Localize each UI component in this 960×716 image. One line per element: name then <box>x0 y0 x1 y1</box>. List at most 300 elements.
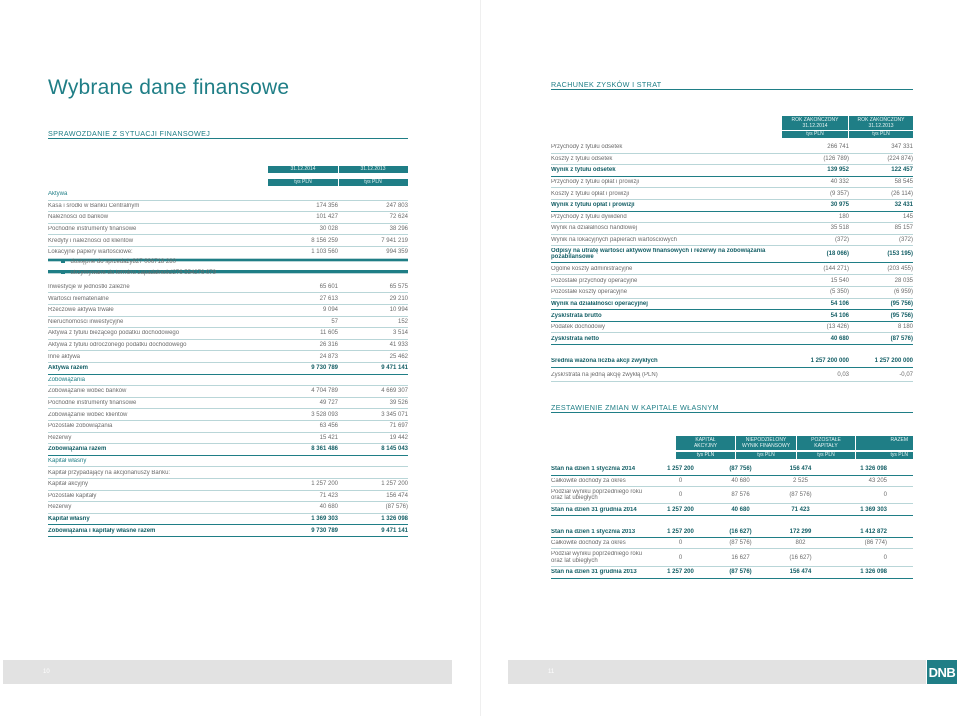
balance-row-label <box>48 528 268 534</box>
equity-row <box>551 464 913 476</box>
balance-row-value: 1 257 200 <box>381 481 408 488</box>
balance-row <box>48 201 408 213</box>
balance-row-value: 101 427 <box>316 214 338 221</box>
balance-row-label <box>48 377 268 383</box>
balance-row-value: 9 730 789 <box>311 365 338 372</box>
eps-row-value: -0,07 <box>899 372 913 379</box>
income-row-value: (5 350) <box>829 289 849 296</box>
income-col-date-2013: 31.12.2013 <box>868 123 894 130</box>
equity-row-value: 156 474 <box>789 569 812 576</box>
equity-row-value: 40 680 <box>731 477 750 484</box>
balance-row <box>48 305 408 317</box>
balance-row-value: 3 514 <box>392 330 408 337</box>
balance-row-label <box>48 446 268 452</box>
income-row-label <box>551 313 783 319</box>
equity-row-value: 1 257 200 <box>667 569 694 576</box>
balance-row-value: 9 094 <box>322 307 338 314</box>
income-row-label <box>551 324 783 330</box>
balance-header-divider <box>338 166 339 186</box>
balance-row-value: 9 471 141 <box>381 365 408 372</box>
balance-row-value: 994 359 <box>386 249 408 256</box>
income-row-value: 266 741 <box>827 144 849 151</box>
income-row-label <box>551 202 783 208</box>
left-footer-bar <box>3 660 452 684</box>
page-title: Wybrane dane finansowe <box>48 76 290 99</box>
income-row-label-text: Przychody z tytułu odsetek <box>551 144 623 151</box>
income-row-label-text: Wynik na działalności operacyjnej <box>551 300 648 307</box>
balance-row <box>48 351 408 363</box>
equity-col-title-total: RAZEM <box>890 436 908 443</box>
equity-row-value: (16 627) <box>729 528 752 535</box>
balance-row-label <box>48 191 268 197</box>
income-row-value: (144 271) <box>823 266 849 273</box>
balance-row <box>48 224 408 236</box>
income-row-value: 58 545 <box>894 179 913 186</box>
balance-row-value: 71 423 <box>319 492 338 499</box>
dnb-logo <box>927 660 957 684</box>
balance-row-label <box>48 238 268 244</box>
equity-row-label: Podział wyniku poprzedniego roku oraz lat ubiegłych <box>551 488 643 502</box>
income-row <box>551 299 913 311</box>
income-row <box>551 322 913 334</box>
balance-row-label-text: Pozostałe zobowiązania <box>48 423 113 430</box>
income-row-label-text: Przychody z tytułu dywidend <box>551 213 627 220</box>
income-row <box>551 246 913 263</box>
balance-row <box>48 282 408 294</box>
income-row-value: 40 680 <box>830 335 849 342</box>
eps-row-label <box>551 372 783 378</box>
right-footer-bar <box>508 660 926 684</box>
equity-row-value: 0 <box>883 492 887 499</box>
balance-row <box>48 235 408 247</box>
balance-row-label-text: Lokacyjne papiery wartościowe: <box>48 249 133 256</box>
equity-row-label: Podział wyniku poprzedniego roku oraz lat ubiegłych <box>551 551 643 564</box>
balance-row <box>48 363 408 375</box>
income-row-value: 122 457 <box>891 167 913 174</box>
income-row-label <box>551 214 783 220</box>
balance-row-label-text: Nieruchomości inwestycyjne <box>48 318 124 325</box>
balance-row-label-text: Rezerwy <box>48 504 72 511</box>
balance-row <box>48 456 408 468</box>
equity-row-value: 71 423 <box>791 506 810 513</box>
income-col-head-2014 <box>782 116 848 130</box>
balance-row-label <box>48 354 268 360</box>
balance-title-rule <box>48 138 408 139</box>
equity-row-value: 1 257 200 <box>667 506 694 513</box>
balance-row-label-text: Pochodne instrumenty finansowe <box>48 226 137 233</box>
income-row-label-text: Przychody z tytułu opłat i prowizji <box>551 179 640 186</box>
equity-row <box>551 487 913 504</box>
balance-row-value: 65 601 <box>319 284 338 291</box>
equity-row-value: 0 <box>678 492 683 499</box>
income-row-value: 85 157 <box>894 225 913 232</box>
balance-row-label <box>48 481 268 487</box>
income-row-label-text: Wynik na lokacyjnych papierach wartościowych <box>551 237 677 244</box>
equity-title-rule <box>551 412 913 413</box>
equity-row-value: 156 474 <box>789 466 812 473</box>
balance-row <box>48 467 408 479</box>
income-row-label <box>551 278 783 284</box>
balance-row-label-text: Kapitał własny <box>48 516 90 523</box>
income-row-label <box>551 266 783 272</box>
income-col-title-2013: ROK ZAKOŃCZONY <box>857 116 905 123</box>
balance-row-value: 26 316 <box>319 342 338 349</box>
equity-row-value: (86 774) <box>864 540 887 547</box>
income-row-value: 347 331 <box>891 144 913 151</box>
bullet-icon <box>61 259 65 263</box>
balance-row-label-text: Pochodne instrumenty finansowe <box>48 400 137 407</box>
income-row-value: 40 332 <box>830 179 849 186</box>
eps-row-value: 1 257 200 000 <box>810 358 849 365</box>
balance-row-value: 4 704 789 <box>311 388 338 395</box>
dnb-logo-text: DNB <box>928 664 956 680</box>
equity-row-value: 2 525 <box>792 477 808 484</box>
income-row-label <box>551 144 783 150</box>
balance-row-label <box>48 270 173 276</box>
income-col-unit-2013: tys PLN <box>849 131 913 138</box>
balance-row-label <box>48 435 268 441</box>
equity-row-value: 1 257 200 <box>667 528 694 535</box>
balance-row-value: 152 <box>397 318 408 325</box>
equity-row-label: Stan na dzień 31 grudnia 2014 <box>551 506 637 513</box>
balance-row-value: 1 369 303 <box>311 516 338 523</box>
balance-row-label <box>48 330 268 336</box>
balance-row-value: 30 028 <box>319 226 338 233</box>
equity-row-value: 16 627 <box>731 554 750 561</box>
equity-row-value: 1 257 200 <box>667 466 694 473</box>
balance-row-value: 9 471 141 <box>381 527 408 534</box>
equity-row-value: 0 <box>883 554 887 561</box>
balance-row-label <box>48 412 268 418</box>
balance-row-label <box>48 249 268 255</box>
income-row-value: 8 180 <box>897 324 913 331</box>
balance-row-value: 3 345 071 <box>381 411 408 418</box>
balance-row-label <box>48 296 268 302</box>
balance-row-label <box>48 307 268 313</box>
balance-row-value: 19 442 <box>389 434 408 441</box>
income-row-value: (13 426) <box>826 324 849 331</box>
balance-row <box>48 514 408 526</box>
income-row-value: (126 789) <box>823 155 849 162</box>
balance-row-label-text: Aktywa z tytułu bieżącego podatku dochodowego <box>48 330 180 337</box>
income-row-label-text: Koszty z tytułu odsetek <box>551 155 613 162</box>
balance-row-value: 3 528 093 <box>311 411 338 418</box>
balance-col-unit-2014: tys PLN <box>268 179 338 186</box>
income-row-label-text: Odpisy na utratę wartości aktywów finansowych i rezerwy na zobowiązania pozabilansowe <box>551 247 766 261</box>
balance-row <box>48 340 408 352</box>
income-section-title: RACHUNEK ZYSKÓW I STRAT <box>551 80 662 89</box>
balance-col-date-2013: 31.12.2013 <box>338 166 408 173</box>
balance-row-value: 63 456 <box>319 423 338 430</box>
income-row <box>551 142 913 154</box>
balance-row <box>48 270 408 277</box>
income-row-value: 139 952 <box>827 167 849 174</box>
income-row-label-text: Wynik na działalności handlowej <box>551 225 637 232</box>
income-row-value: (372) <box>898 237 913 244</box>
balance-row-label-text: Wartości niematerialne <box>48 295 109 302</box>
equity-col-head-capital <box>676 436 735 450</box>
balance-row <box>48 491 408 503</box>
income-row-value: (18 066) <box>826 251 849 258</box>
balance-row-label-text: dostępne do sprzedaży <box>70 258 133 265</box>
balance-row-label <box>48 226 268 232</box>
equity-section-title: ZESTAWIENIE ZMIAN W KAPITALE WŁASNYM <box>551 403 719 412</box>
income-row-value: 54 106 <box>830 312 849 319</box>
balance-row-value: 4 669 307 <box>381 388 408 395</box>
income-row-value: (6 959) <box>893 289 913 296</box>
income-row <box>551 287 913 299</box>
balance-row-value: 8 145 043 <box>381 446 408 453</box>
income-row-value: 35 518 <box>830 225 849 232</box>
balance-row-label <box>48 259 133 265</box>
equity-col-unit-retained: tys PLN <box>736 452 796 459</box>
income-title-rule <box>551 89 913 90</box>
balance-row-value: (87 576) <box>385 504 408 511</box>
eps-row <box>551 356 913 368</box>
income-row-label <box>551 301 783 307</box>
equity-row-value: 802 <box>795 540 806 547</box>
equity-col-unit-other: tys PLN <box>797 452 855 459</box>
income-row-value: (9 357) <box>829 190 849 197</box>
balance-row-label <box>48 319 268 325</box>
balance-row-value: 65 575 <box>389 284 408 291</box>
balance-row-label-text: Inne aktywa <box>48 353 81 360</box>
balance-row-label <box>48 458 268 464</box>
income-row-value: 54 106 <box>830 300 849 307</box>
income-row-label-text: Pozostałe koszty operacyjne <box>551 289 628 296</box>
balance-row <box>48 409 408 421</box>
balance-row-label-text: Inwestycje w jednostki zależne <box>48 284 130 291</box>
balance-row-label <box>48 493 268 499</box>
balance-row-label <box>48 203 268 209</box>
income-row-value: (26 114) <box>891 190 913 197</box>
income-row <box>551 264 913 276</box>
balance-row-value: 8 361 486 <box>311 446 338 453</box>
income-row-label <box>551 237 783 243</box>
balance-row <box>48 189 408 201</box>
income-row-value: (87 576) <box>890 335 913 342</box>
left-page-number: 10 <box>43 669 50 675</box>
balance-row-label-text: Aktywa z tytułu odroczonego podatku dochodowego <box>48 342 187 349</box>
balance-row-label-text: Zobowiązanie wobec klientów <box>48 411 128 418</box>
equity-row-value: 172 299 <box>789 528 812 535</box>
balance-row-value: 25 462 <box>389 353 408 360</box>
eps-row-label <box>551 358 783 364</box>
balance-col-unit-2013: tys PLN <box>338 179 408 186</box>
income-row <box>551 177 913 189</box>
income-row <box>551 154 913 166</box>
income-row-label-text: Wynik z tytułu odsetek <box>551 167 616 174</box>
balance-row-label <box>48 365 268 371</box>
equity-col-title-capital-1: KAPITAŁ <box>695 436 716 443</box>
income-row <box>551 165 913 177</box>
income-row <box>551 188 913 200</box>
balance-row <box>48 317 408 329</box>
income-row-label-text: Pozostałe przychody operacyjne <box>551 277 638 284</box>
balance-row-value: 24 873 <box>319 353 338 360</box>
equity-row-value: 0 <box>678 477 683 484</box>
balance-row-value: 57 <box>331 318 338 325</box>
balance-row-value: 8 156 259 <box>311 237 338 244</box>
equity-col-title-retained-1: NIEPODZIELONY <box>745 436 787 443</box>
balance-row-value: 38 296 <box>389 226 408 233</box>
balance-row <box>48 375 408 387</box>
income-row-label <box>551 179 783 185</box>
equity-col-title-other-1: POZOSTAŁE <box>811 436 841 443</box>
balance-row-label-text: Kapitał własny <box>48 458 87 465</box>
income-row-label-text: Zysk/strata netto <box>551 335 600 342</box>
income-row-label <box>551 191 783 197</box>
income-row <box>551 310 913 322</box>
balance-row-label <box>48 284 268 290</box>
equity-row <box>551 526 913 538</box>
equity-col-title-other-2: KAPITAŁY <box>814 443 838 450</box>
income-row <box>551 223 913 235</box>
balance-row-label-text: Zobowiązania i kapitały własne razem <box>48 527 156 534</box>
income-row-label-text: Podatek dochodowy <box>551 324 606 331</box>
equity-row-value: 0 <box>678 554 683 561</box>
income-row <box>551 235 913 247</box>
equity-row-value: (87 576) <box>729 540 752 547</box>
equity-row-label: Całkowite dochody za okres <box>551 540 626 547</box>
balance-row-value: 1 326 098 <box>381 516 408 523</box>
bullet-icon <box>61 271 65 275</box>
income-row-label-text: Zysk/strata brutto <box>551 312 602 319</box>
eps-row-value: 0,03 <box>837 372 849 379</box>
balance-row-value: 11 605 <box>320 330 338 337</box>
equity-row-value: (87 756) <box>729 466 752 473</box>
equity-row <box>551 567 913 579</box>
balance-row-value: 29 210 <box>389 295 408 302</box>
balance-col-date-2014: 31.12.2014 <box>268 166 338 173</box>
balance-row <box>48 421 408 433</box>
equity-row-label: Stan na dzień 31 grudnia 2013 <box>551 569 637 576</box>
balance-row-value: 276 554 <box>172 270 195 277</box>
balance-row <box>48 247 408 259</box>
income-row-value: (372) <box>834 237 849 244</box>
equity-row-value: (87 576) <box>789 492 812 499</box>
equity-row-value: 43 205 <box>868 477 887 484</box>
balance-row <box>48 259 408 263</box>
income-row <box>551 200 913 212</box>
equity-row-value: 1 412 872 <box>860 528 887 535</box>
balance-row-label-text: Należności od banków <box>48 214 109 221</box>
equity-row-value: 1 326 098 <box>860 466 887 473</box>
balance-row <box>48 386 408 398</box>
balance-row <box>48 328 408 340</box>
equity-row <box>551 538 913 550</box>
balance-row-label-text: utrzymywane do terminu zapadalności <box>70 270 173 277</box>
income-col-date-2014: 31.12.2014 <box>802 123 828 130</box>
balance-row-label <box>48 504 268 510</box>
equity-row-label: Stan na dzień 1 stycznia 2013 <box>551 528 636 535</box>
page-separator <box>480 0 481 716</box>
balance-row-label-text: Pozostałe kapitały <box>48 492 97 499</box>
equity-col-head-total <box>856 436 913 450</box>
right-page-number: 11 <box>548 669 555 675</box>
income-row-label-text: Ogólne koszty administracyjne <box>551 266 633 273</box>
balance-row-value: 41 933 <box>389 342 408 349</box>
balance-row-value: 1 103 560 <box>311 249 338 256</box>
income-row-value: (203 455) <box>887 266 913 273</box>
equity-row-value: 87 576 <box>731 492 750 499</box>
eps-row-label-text: Zysk/strata na jedną akcję zwykłą (PLN) <box>551 372 658 379</box>
balance-row-label-text: Rzeczowe aktywa trwałe <box>48 307 114 314</box>
balance-row-value: 9 730 789 <box>311 527 338 534</box>
income-row-value: 32 431 <box>894 202 913 209</box>
equity-row-value: 1 369 303 <box>860 506 887 513</box>
balance-row-label-text: Kasa i środki w Banku Centralnym <box>48 202 140 209</box>
balance-row-value: 72 624 <box>389 214 408 221</box>
equity-col-title-retained-2: WYNIK FINANSOWY <box>741 443 791 450</box>
balance-row <box>48 525 408 537</box>
income-col-head-2013 <box>849 116 913 130</box>
balance-row-value: 156 474 <box>386 492 408 499</box>
balance-row <box>48 293 408 305</box>
balance-row <box>48 212 408 224</box>
income-col-title-2014: ROK ZAKOŃCZONY <box>791 116 839 123</box>
income-row-value: 28 035 <box>894 277 913 284</box>
balance-row-label-text: Kredyty i należności od klientów <box>48 237 134 244</box>
balance-row-label-text: Kapitał przypadający na akcjonariuszy Banku: <box>48 469 171 476</box>
equity-col-head-other <box>797 436 855 450</box>
income-row-value: (224 874) <box>887 155 913 162</box>
balance-row <box>48 398 408 410</box>
equity-row-value: 0 <box>678 540 683 547</box>
income-row-value: 180 <box>838 213 849 220</box>
balance-row-label-text: Zobowiązania razem <box>48 446 107 453</box>
balance-row-label <box>48 423 268 429</box>
income-row-value: (95 756) <box>890 300 913 307</box>
balance-row-value: 247 803 <box>386 202 408 209</box>
balance-row-label <box>48 214 268 220</box>
eps-row-value: 1 257 200 000 <box>874 358 913 365</box>
income-row-value: (95 756) <box>890 312 913 319</box>
balance-row-value: 49 727 <box>319 400 338 407</box>
equity-row <box>551 505 913 517</box>
equity-row-value: 1 326 098 <box>860 569 887 576</box>
income-row <box>551 334 913 346</box>
balance-row-value: 15 421 <box>319 434 338 441</box>
equity-row <box>551 550 913 567</box>
income-col-unit-2014: tys PLN <box>782 131 848 138</box>
balance-row-label-text: Kapitał akcyjny <box>48 481 89 488</box>
equity-row <box>551 476 913 488</box>
balance-row-label <box>48 400 268 406</box>
income-row-label <box>551 156 783 162</box>
income-row-label <box>551 336 783 342</box>
balance-row <box>48 444 408 456</box>
equity-row-value: 40 680 <box>731 506 750 513</box>
balance-row-value: 39 526 <box>389 400 408 407</box>
eps-row <box>551 370 913 382</box>
income-row-label <box>551 167 783 173</box>
balance-row-value: 1 257 200 <box>311 481 338 488</box>
balance-row-label <box>48 388 268 394</box>
balance-row-value: 718 280 <box>154 258 176 265</box>
balance-row-value: 71 697 <box>389 423 408 430</box>
income-row-value: 145 <box>902 213 913 220</box>
equity-col-unit-total: tys PLN <box>856 452 913 459</box>
balance-row-value: 827 006 <box>132 258 155 265</box>
balance-row-value: 10 994 <box>389 307 408 314</box>
equity-row-value: (16 627) <box>789 554 812 561</box>
eps-row-label-text: Średnia ważona liczba akcji zwykłych <box>551 358 658 365</box>
balance-row-label <box>48 342 268 348</box>
balance-row-value: 7 941 219 <box>381 237 408 244</box>
balance-row-value: 40 680 <box>319 504 338 511</box>
income-row <box>551 276 913 288</box>
